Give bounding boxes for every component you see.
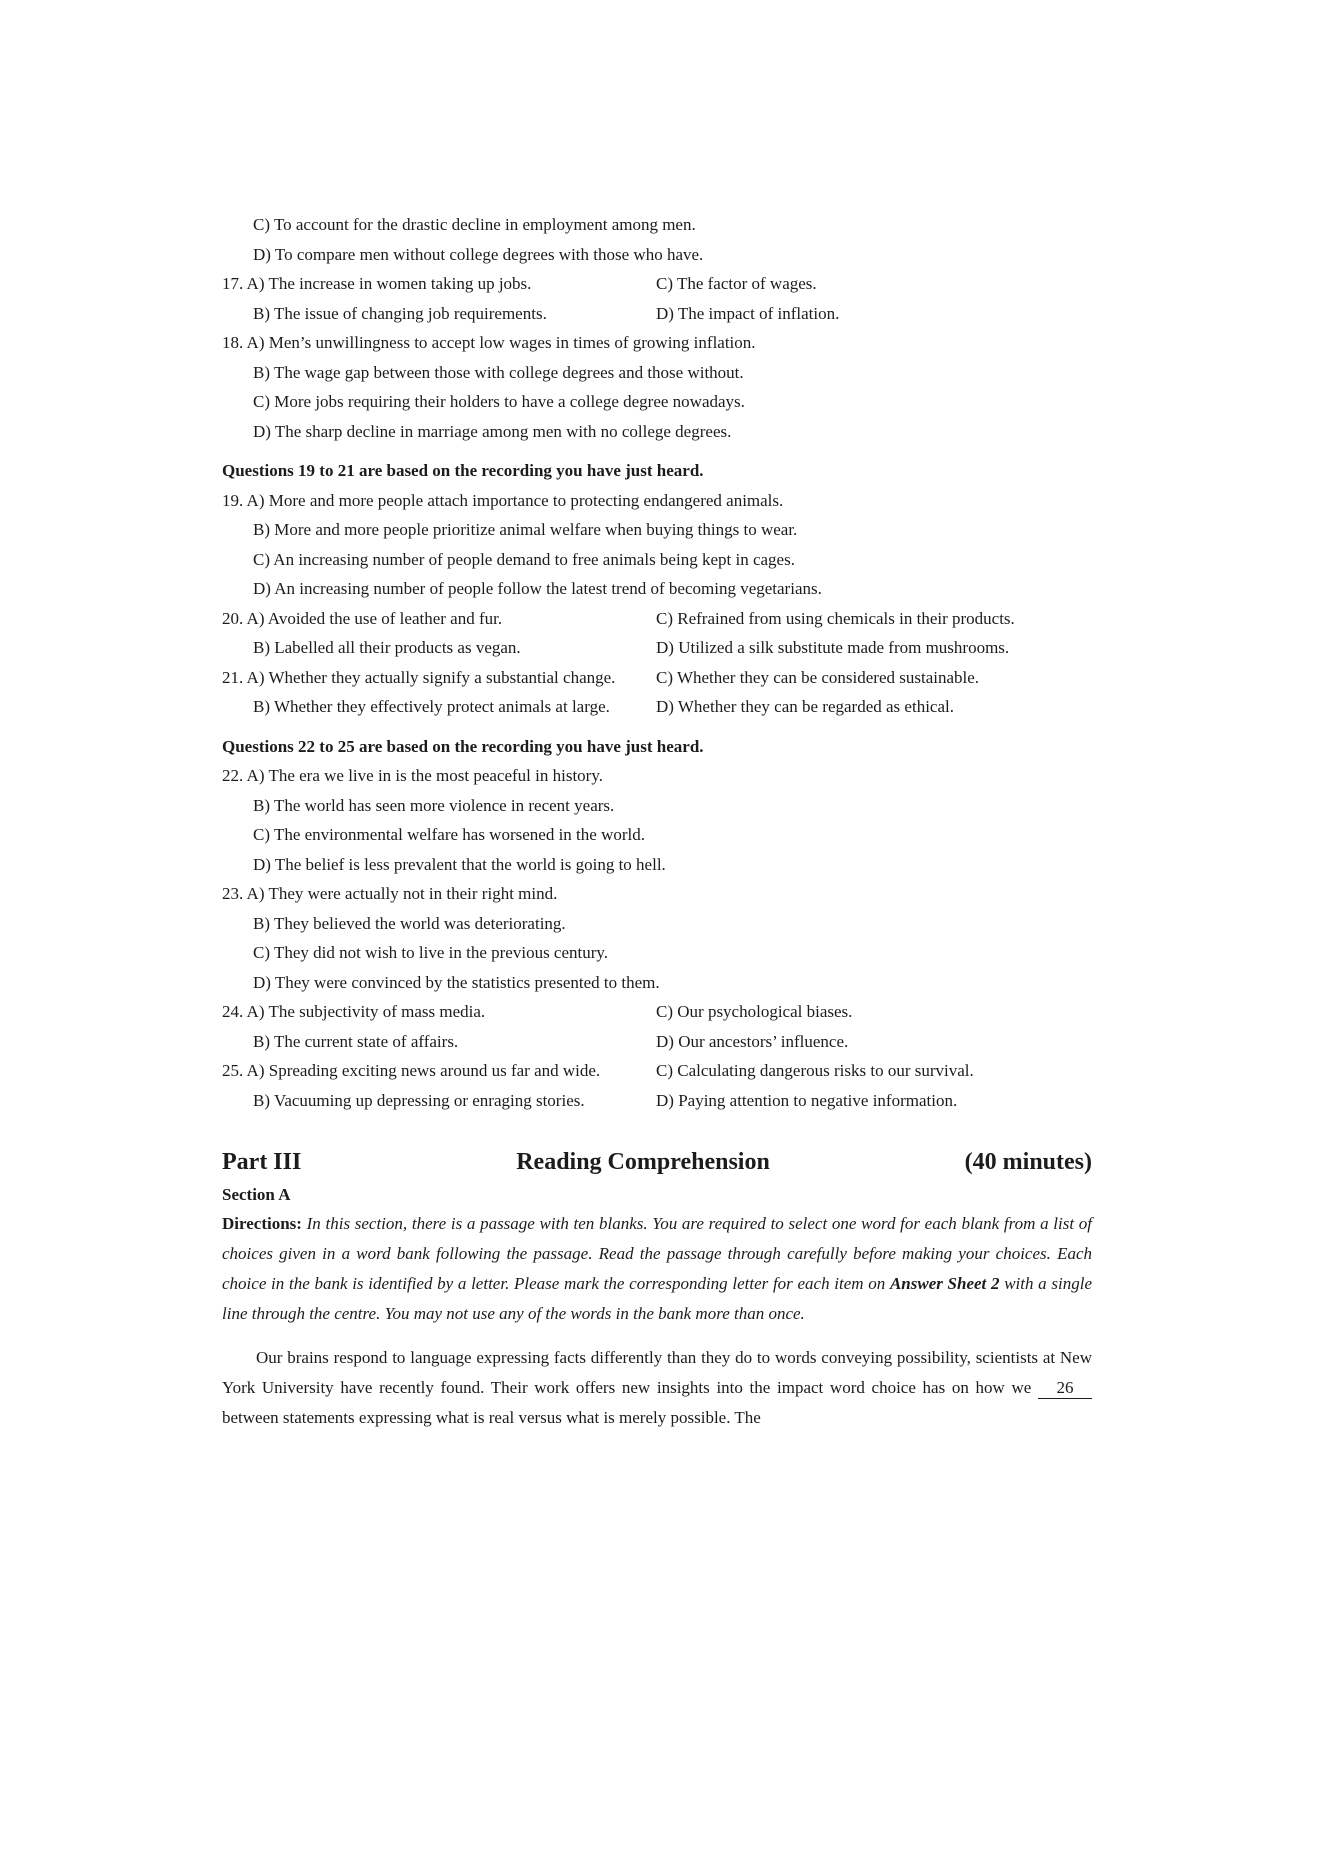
q17-option-c: C) The factor of wages. bbox=[656, 274, 817, 293]
q16-option-d: D) To compare men without college degrees with those who have. bbox=[253, 244, 704, 264]
q16-option-c: C) To account for the drastic decline in employment among men. bbox=[253, 215, 696, 234]
q20-option-a: 20. A) Avoided the use of leather and fur. bbox=[222, 608, 503, 628]
q18-option-a: 18. A) Men’s unwillingness to accept low wages in times of growing inflation. bbox=[222, 333, 756, 352]
q22-option-a: 22. A) The era we live in is the most peaceful in history. bbox=[222, 766, 603, 785]
exam-page bbox=[222, 210, 1092, 1433]
q21-option-a: 21. A) Whether they actually signify a substantial change. bbox=[222, 667, 616, 687]
q24-option-d: D) Our ancestors’ influence. bbox=[656, 1031, 849, 1051]
part-number: Part III bbox=[222, 1149, 302, 1175]
q23-option-a: 23. A) They were actually not in their right mind. bbox=[222, 884, 558, 903]
q19-option-a: 19. A) More and more people attach importance to protecting endangered animals. bbox=[222, 490, 784, 510]
directions-label: Directions: bbox=[222, 1214, 302, 1233]
q25-row-2 bbox=[222, 1086, 1092, 1116]
q17-row-2 bbox=[222, 299, 1092, 329]
directions-text-1: In this section, there is a passage with ten blanks. You are required to select one word for each blank from a list of choices given in a word bank following the passage. Read the passage through carefully before making your choices. Each choice in the bank is identified by a letter. Please mark the corresponding letter for each item on bbox=[222, 1214, 1092, 1293]
part-title: Reading Comprehension bbox=[516, 1149, 770, 1175]
q22-option-c: C) The environmental welfare has worsened in the world. bbox=[253, 825, 645, 844]
reading-passage bbox=[222, 1343, 1092, 1433]
q24-option-b: B) The current state of affairs. bbox=[253, 1031, 459, 1051]
directions-text-2: with a single line through the centre. You may not use any of the words in the bank more than once. bbox=[222, 1274, 1092, 1323]
q25-option-d: D) Paying attention to negative information. bbox=[656, 1090, 958, 1110]
q20-option-d: D) Utilized a silk substitute made from mushrooms. bbox=[656, 638, 1010, 657]
part-time: (40 minutes) bbox=[964, 1149, 1092, 1175]
q19-option-b: B) More and more people prioritize animal welfare when buying things to wear. bbox=[253, 520, 798, 539]
q23-option-b: B) They believed the world was deteriorating. bbox=[253, 913, 566, 933]
q21-row-2 bbox=[222, 692, 1092, 722]
q19-option-d: D) An increasing number of people follow the latest trend of becoming vegetarians. bbox=[253, 579, 822, 598]
q20-row-2 bbox=[222, 633, 1092, 663]
q20-row-1 bbox=[222, 604, 1092, 634]
q18-option-d: D) The sharp decline in marriage among men with no college degrees. bbox=[253, 421, 732, 441]
q23-option-d: D) They were convinced by the statistics presented to them. bbox=[253, 972, 660, 992]
part-heading bbox=[222, 1145, 1092, 1179]
q18-option-c: C) More jobs requiring their holders to have a college degree nowadays. bbox=[253, 392, 745, 411]
q17-option-d: D) The impact of inflation. bbox=[656, 303, 840, 323]
q19-option-c: C) An increasing number of people demand to free animals being kept in cages. bbox=[253, 549, 795, 569]
q22-option-d: D) The belief is less prevalent that the world is going to hell. bbox=[253, 854, 666, 874]
passage-text-1: Our brains respond to language expressing facts differently than they do to words conveying possibility, scientists at New York University have recently found. Their work offers new insights into the impact word choice has on how we bbox=[222, 1348, 1092, 1397]
q17-row-1 bbox=[222, 269, 1092, 299]
q25-option-b: B) Vacuuming up depressing or enraging stories. bbox=[253, 1090, 585, 1110]
blank-26: 26 bbox=[1038, 1378, 1092, 1399]
q22-option-b: B) The world has seen more violence in recent years. bbox=[253, 795, 615, 815]
q18-option-b: B) The wage gap between those with college degrees and those without. bbox=[253, 362, 744, 382]
q24-option-a: 24. A) The subjectivity of mass media. bbox=[222, 1002, 486, 1021]
q25-option-a: 25. A) Spreading exciting news around us far and wide. bbox=[222, 1061, 601, 1080]
q20-option-c: C) Refrained from using chemicals in their products. bbox=[656, 608, 1015, 628]
questions-22-25-heading: Questions 22 to 25 are based on the recording you have just heard. bbox=[222, 736, 704, 756]
q20-option-b: B) Labelled all their products as vegan. bbox=[253, 638, 521, 657]
q25-option-c: C) Calculating dangerous risks to our survival. bbox=[656, 1061, 974, 1080]
q21-row-1 bbox=[222, 663, 1092, 693]
q24-row-1 bbox=[222, 997, 1092, 1027]
q23-option-c: C) They did not wish to live in the previous century. bbox=[253, 943, 609, 962]
q21-option-c: C) Whether they can be considered sustainable. bbox=[656, 667, 980, 687]
passage-text-2: between statements expressing what is real versus what is merely possible. The bbox=[222, 1408, 761, 1427]
questions-19-21-heading: Questions 19 to 21 are based on the recording you have just heard. bbox=[222, 461, 704, 480]
directions bbox=[222, 1209, 1092, 1329]
q21-option-b: B) Whether they effectively protect animals at large. bbox=[253, 697, 610, 716]
section-title: Section A bbox=[222, 1185, 291, 1204]
q17-option-b: B) The issue of changing job requirements. bbox=[253, 303, 547, 323]
q24-row-2 bbox=[222, 1027, 1092, 1057]
q17-option-a: 17. A) The increase in women taking up jobs. bbox=[222, 274, 532, 293]
q21-option-d: D) Whether they can be regarded as ethical. bbox=[656, 697, 954, 716]
q25-row-1 bbox=[222, 1056, 1092, 1086]
directions-answer-sheet: Answer Sheet 2 bbox=[889, 1274, 1000, 1293]
q24-option-c: C) Our psychological biases. bbox=[656, 1002, 853, 1021]
